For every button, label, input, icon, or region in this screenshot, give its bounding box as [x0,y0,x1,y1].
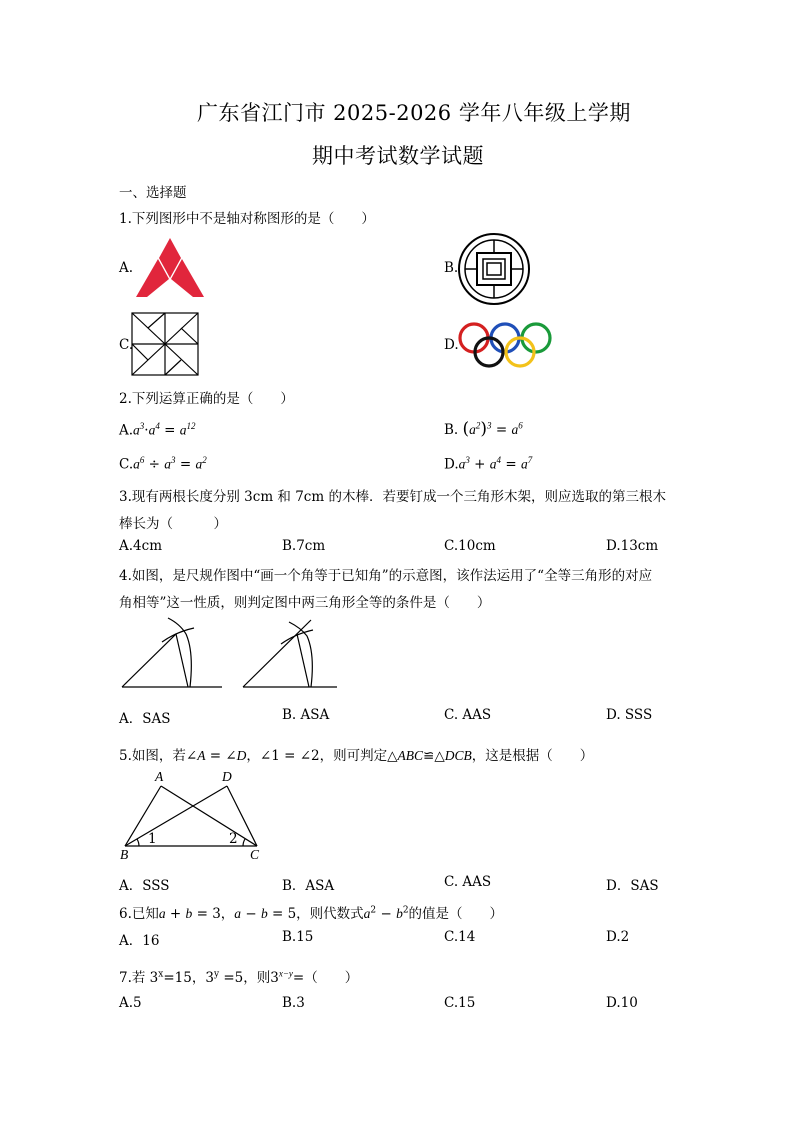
q6-option-c: C.14 [444,929,476,945]
pinwheel-figure [131,312,199,376]
question-2-stem: 2.下列运算正确的是（ ） [119,391,294,407]
q4-option-b: B. ASA [282,707,330,723]
q7-option-b: B.3 [282,995,305,1011]
q2-option-b: B. $(a^2)^3 = a^6$ [444,419,523,439]
q3-option-a: A.4cm [119,538,162,554]
q2-option-c: $C.a^6 \div a^3 = a^2$ [119,455,207,473]
mitsubishi-logo-figure [136,238,204,298]
q2-option-d: $D.a^3 + a^4 = a^7$ [444,455,533,473]
q1-option-a-label: A. [119,260,134,276]
q6-option-a: A．16 [119,933,160,949]
q6-option-d: D.2 [606,929,630,945]
q7-option-c: C.15 [444,995,476,1011]
point-label-a: A [155,769,164,784]
triangle-figure-q5 [117,770,267,864]
q2-option-a: $A.a^3\cdot a^4 = a^{12}$ [119,421,196,439]
question-4-stem-line2: 角相等”这一性质，则判定图中两三角形全等的条件是（ ） [119,595,491,611]
question-7-stem: 7.若 $3^x=15$，$3^y =5$，则$3^{x-y}=$（ ） [119,968,359,986]
construction-figure-right [239,614,339,690]
q4-option-a: A．SAS [119,711,171,727]
q3-option-d: D.13cm [606,538,659,554]
q7-option-a: A.5 [119,995,142,1011]
question-6-stem: 6.已知a + b = 3，a − b = 5，则代数式$a^2 - b^2$的值是（ ） [119,905,504,922]
question-3-stem-line1: 3.现有两根长度分别 3cm 和 7cm 的木棒．若要钉成一个三角形木架，则应选取的第三根木 [119,489,666,505]
q1-option-b-label: B. [444,260,459,276]
angle-label-2: 2 [229,831,238,847]
olympic-rings-figure [457,322,555,370]
q1-option-c-label: C. [119,337,134,353]
q1-option-d-label: D. [444,337,459,353]
q5-option-b: B．ASA [282,878,335,894]
q7-option-d: D.10 [606,995,638,1011]
page-subtitle: 期中考试数学试题 [312,144,484,168]
point-label-c: C [250,847,260,862]
question-3-stem-line2: 棒长为（ ） [119,516,227,532]
point-label-d: D [222,769,232,784]
q3-option-b: B.7cm [282,538,326,554]
page-title: 广东省江门市 2025-2026 学年八年级上学期 [197,101,631,125]
q4-option-d: D. SSS [606,707,653,723]
question-1-stem: 1.下列图形中不是轴对称图形的是（ ） [119,211,375,227]
q5-option-a: A．SSS [119,878,170,894]
q6-option-b: B.15 [282,929,314,945]
angle-label-1: 1 [148,831,157,847]
point-label-b: B [120,847,129,862]
q3-option-c: C.10cm [444,538,496,554]
question-5-stem: 5.如图，若∠A = ∠D，∠1 = ∠2，则可判定△ABC≌△DCB，这是根据（ ） [119,748,594,764]
section-heading: 一、选择题 [119,185,187,201]
construction-figure-left [118,614,224,690]
q4-option-c: C. AAS [444,707,492,723]
q5-option-d: D．SAS [606,878,659,894]
question-4-stem-line1: 4.如图，是尺规作图中“画一个角等于已知角”的示意图，该作法运用了“全等三角形的对应 [119,568,653,584]
ancient-coin-figure [457,233,531,305]
q5-option-c: C. AAS [444,874,492,890]
